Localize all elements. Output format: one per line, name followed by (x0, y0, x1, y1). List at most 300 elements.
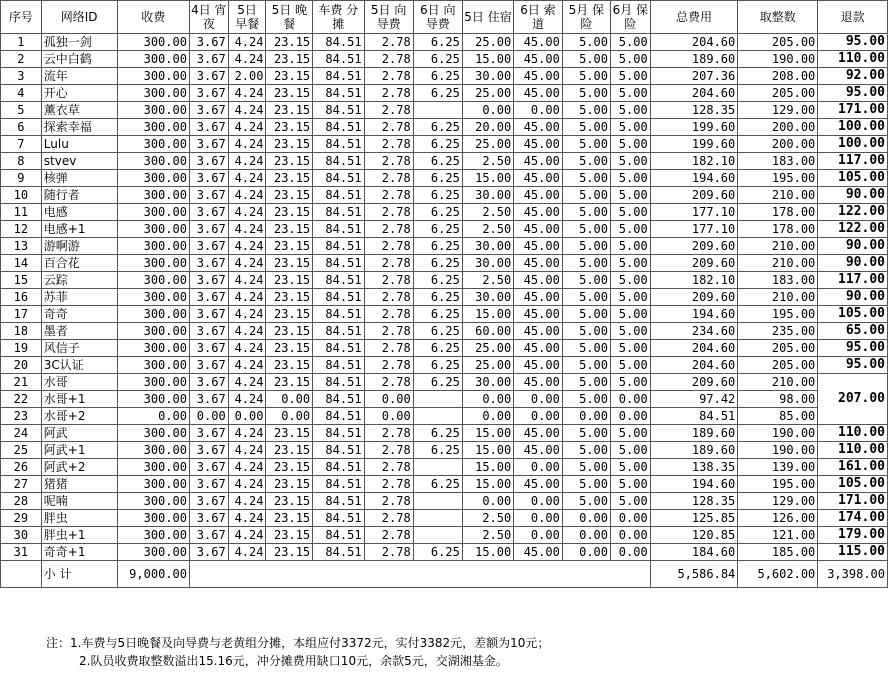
table-cell: 4.24 (228, 272, 266, 289)
table-cell: 300.00 (117, 544, 189, 561)
table-cell: 85.00 (738, 408, 818, 425)
table-row (1, 357, 888, 374)
table-cell: 174.00 (818, 510, 888, 527)
table-cell: 23.15 (266, 510, 313, 527)
table-cell: 4.24 (228, 187, 266, 204)
table-cell: 4.24 (228, 102, 266, 119)
table-cell: 2.78 (364, 119, 413, 136)
table-cell: 84.51 (313, 442, 364, 459)
table-cell: 水哥+1 (41, 391, 117, 408)
table-cell: 6.25 (413, 170, 462, 187)
table-cell: 117.00 (818, 153, 888, 170)
table-cell: 6.25 (413, 442, 462, 459)
table-cell: 0.00 (462, 391, 513, 408)
table-cell: 189.60 (650, 425, 738, 442)
table-cell: 300.00 (117, 187, 189, 204)
table-cell: 薰衣草 (41, 102, 117, 119)
table-cell: 24 (1, 425, 42, 442)
table-cell: 4.24 (228, 306, 266, 323)
table-cell: 300.00 (117, 221, 189, 238)
table-cell: 6.25 (413, 544, 462, 561)
table-cell: 205.00 (738, 357, 818, 374)
table-cell: 开心 (41, 85, 117, 102)
table-cell: 121.00 (738, 527, 818, 544)
table-cell: 6.25 (413, 272, 462, 289)
table-cell: 6.25 (413, 238, 462, 255)
table-cell: 300.00 (117, 476, 189, 493)
table-cell: 5.00 (611, 459, 651, 476)
table-row (1, 170, 888, 187)
table-cell: 23.15 (266, 221, 313, 238)
table-cell: 5.00 (562, 289, 610, 306)
table-cell: 5.00 (611, 119, 651, 136)
table-cell: 6.25 (413, 221, 462, 238)
table-cell: 23.15 (266, 187, 313, 204)
table-cell (413, 493, 462, 510)
table-cell: 15.00 (462, 425, 513, 442)
table-cell: 4.24 (228, 527, 266, 544)
table-cell: 95.00 (818, 340, 888, 357)
table-cell: 15.00 (462, 476, 513, 493)
table-cell: 0.00 (562, 408, 610, 425)
table-cell: 2.78 (364, 136, 413, 153)
table-cell: 6.25 (413, 51, 462, 68)
table-cell: 6 (1, 119, 42, 136)
table-cell: 3.67 (189, 476, 228, 493)
table-cell: 6.25 (413, 204, 462, 221)
table-cell: 45.00 (514, 238, 563, 255)
table-cell: 6.25 (413, 153, 462, 170)
table-cell: 84.51 (313, 272, 364, 289)
table-cell: 6.25 (413, 425, 462, 442)
empty-cell (1, 561, 42, 588)
table-cell: 128.35 (650, 102, 738, 119)
table-cell: 19 (1, 340, 42, 357)
table-row (1, 119, 888, 136)
table-cell: 3C认证 (41, 357, 117, 374)
table-cell: 185.00 (738, 544, 818, 561)
table-cell: 45.00 (514, 374, 563, 391)
column-header: 4日 宵夜 (189, 1, 228, 34)
table-cell: 3.67 (189, 153, 228, 170)
table-cell: 15 (1, 272, 42, 289)
table-row (1, 204, 888, 221)
table-cell: 猪猪 (41, 476, 117, 493)
table-cell: 189.60 (650, 51, 738, 68)
header-row (1, 1, 888, 34)
table-row (1, 51, 888, 68)
column-header: 5日 晚餐 (266, 1, 313, 34)
table-cell: 2.78 (364, 85, 413, 102)
table-row (1, 68, 888, 85)
table-cell: 0.00 (228, 408, 266, 425)
table-cell: 2.78 (364, 153, 413, 170)
table-cell: 300.00 (117, 323, 189, 340)
table-cell: 23.15 (266, 255, 313, 272)
table-cell: 4.24 (228, 204, 266, 221)
table-cell: 207.36 (650, 68, 738, 85)
table-cell: 4.24 (228, 323, 266, 340)
table-row (1, 102, 888, 119)
table-cell: 100.00 (818, 136, 888, 153)
table-cell: 300.00 (117, 357, 189, 374)
table-cell: 95.00 (818, 34, 888, 51)
table-cell: 6.25 (413, 136, 462, 153)
table-row (1, 408, 888, 425)
refund-merged-cell: 207.00 (818, 374, 888, 425)
table-cell: 3.67 (189, 238, 228, 255)
table-cell: 300.00 (117, 340, 189, 357)
table-cell: 6.25 (413, 340, 462, 357)
table-cell: 5.00 (562, 425, 610, 442)
column-header: 6月 保险 (611, 1, 651, 34)
table-cell: 84.51 (313, 306, 364, 323)
table-cell: 23.15 (266, 544, 313, 561)
table-cell: 5.00 (611, 340, 651, 357)
table-cell: 182.10 (650, 272, 738, 289)
table-cell: 3.67 (189, 221, 228, 238)
table-cell: 97.42 (650, 391, 738, 408)
table-cell (413, 527, 462, 544)
table-cell: 墨者 (41, 323, 117, 340)
table-cell: 2.78 (364, 459, 413, 476)
table-cell: 2.78 (364, 493, 413, 510)
table-cell: 190.00 (738, 425, 818, 442)
table-cell: 23.15 (266, 170, 313, 187)
table-cell: 2.78 (364, 544, 413, 561)
table-row (1, 544, 888, 561)
table-cell: 23.15 (266, 34, 313, 51)
table-cell: 45.00 (514, 153, 563, 170)
table-cell: 4.24 (228, 357, 266, 374)
table-cell: 95.00 (818, 85, 888, 102)
table-cell: 5.00 (562, 34, 610, 51)
table-cell: 5.00 (562, 459, 610, 476)
table-cell: 300.00 (117, 493, 189, 510)
table-cell: 23.15 (266, 306, 313, 323)
table-cell: 5.00 (611, 272, 651, 289)
table-cell: 31 (1, 544, 42, 561)
table-cell: 194.60 (650, 170, 738, 187)
total-cell: 9,000.00 (117, 561, 189, 588)
table-cell: 0.00 (514, 493, 563, 510)
table-cell: 90.00 (818, 238, 888, 255)
table-row (1, 374, 888, 391)
table-cell: 核弹 (41, 170, 117, 187)
table-cell: 30 (1, 527, 42, 544)
table-cell: 194.60 (650, 306, 738, 323)
table-cell: stvev (41, 153, 117, 170)
table-cell: 28 (1, 493, 42, 510)
table-cell: 5.00 (611, 289, 651, 306)
table-row (1, 306, 888, 323)
table-cell: 3.67 (189, 255, 228, 272)
table-cell: 5.00 (562, 204, 610, 221)
table-cell: 95.00 (818, 357, 888, 374)
table-cell: 90.00 (818, 187, 888, 204)
table-cell: 0.00 (189, 408, 228, 425)
table-cell: 25.00 (462, 34, 513, 51)
table-cell: 84.51 (313, 340, 364, 357)
table-cell: 300.00 (117, 204, 189, 221)
table-cell: 胖虫+1 (41, 527, 117, 544)
table-cell: 5.00 (611, 34, 651, 51)
table-cell: 3.67 (189, 323, 228, 340)
table-cell: 6.25 (413, 357, 462, 374)
column-header: 5日 住宿 (462, 1, 513, 34)
table-cell: 8 (1, 153, 42, 170)
table-cell: 2.78 (364, 51, 413, 68)
table-cell: 5.00 (562, 68, 610, 85)
table-cell: 随行者 (41, 187, 117, 204)
table-cell: 204.60 (650, 34, 738, 51)
table-cell (413, 391, 462, 408)
table-cell: 210.00 (738, 187, 818, 204)
table-cell: 0.00 (266, 391, 313, 408)
table-row (1, 476, 888, 493)
table-cell: 7 (1, 136, 42, 153)
table-cell: 5.00 (562, 374, 610, 391)
table-cell: 300.00 (117, 85, 189, 102)
table-cell: 129.00 (738, 493, 818, 510)
table-cell: 23.15 (266, 238, 313, 255)
table-cell: 235.00 (738, 323, 818, 340)
table-cell: 209.60 (650, 374, 738, 391)
table-row (1, 289, 888, 306)
table-cell: 45.00 (514, 51, 563, 68)
table-cell: 4.24 (228, 221, 266, 238)
table-cell: 0.00 (562, 544, 610, 561)
table-cell: 190.00 (738, 51, 818, 68)
table-cell: 23.15 (266, 357, 313, 374)
table-cell: 15.00 (462, 544, 513, 561)
table-cell: 209.60 (650, 255, 738, 272)
table-cell: 5.00 (611, 425, 651, 442)
table-cell: 5.00 (562, 221, 610, 238)
table-cell: 4.24 (228, 51, 266, 68)
table-cell: 苏菲 (41, 289, 117, 306)
table-cell: 5.00 (562, 119, 610, 136)
table-cell: 205.00 (738, 34, 818, 51)
table-cell: 179.00 (818, 527, 888, 544)
table-cell: 5.00 (611, 187, 651, 204)
table-cell: 234.60 (650, 323, 738, 340)
table-cell (413, 102, 462, 119)
table-cell: 84.51 (313, 289, 364, 306)
table-row (1, 527, 888, 544)
table-cell: 13 (1, 238, 42, 255)
table-row (1, 391, 888, 408)
table-cell: 23.15 (266, 68, 313, 85)
table-cell: 4.24 (228, 442, 266, 459)
table-row (1, 255, 888, 272)
table-cell: 4.24 (228, 136, 266, 153)
table-row (1, 459, 888, 476)
table-cell: 300.00 (117, 170, 189, 187)
table-cell: 210.00 (738, 238, 818, 255)
table-cell: 3.67 (189, 119, 228, 136)
table-cell: 84.51 (650, 408, 738, 425)
total-cell: 5,602.00 (738, 561, 818, 588)
table-cell: 2 (1, 51, 42, 68)
table-cell: 23.15 (266, 459, 313, 476)
table-cell: 3.67 (189, 340, 228, 357)
table-cell: 1 (1, 34, 42, 51)
table-cell: 5.00 (562, 102, 610, 119)
table-cell: 电感 (41, 204, 117, 221)
table-cell: 2.50 (462, 204, 513, 221)
table-cell: 300.00 (117, 136, 189, 153)
table-cell: 210.00 (738, 255, 818, 272)
table-cell: 4.24 (228, 153, 266, 170)
table-cell: 209.60 (650, 289, 738, 306)
table-cell: 5.00 (611, 102, 651, 119)
table-row (1, 238, 888, 255)
table-cell: 105.00 (818, 170, 888, 187)
table-cell: 4.24 (228, 340, 266, 357)
table-row (1, 493, 888, 510)
table-cell: 23.15 (266, 527, 313, 544)
table-cell: 5 (1, 102, 42, 119)
table-cell: 5.00 (562, 357, 610, 374)
table-cell: 122.00 (818, 221, 888, 238)
table-cell: 5.00 (611, 306, 651, 323)
table-cell: 3.67 (189, 51, 228, 68)
table-cell: 84.51 (313, 323, 364, 340)
table-cell: 25.00 (462, 136, 513, 153)
table-cell: 5.00 (562, 340, 610, 357)
table-cell: 300.00 (117, 102, 189, 119)
table-cell: 探索幸福 (41, 119, 117, 136)
table-cell: 45.00 (514, 136, 563, 153)
table-cell: 138.35 (650, 459, 738, 476)
table-cell: 0.00 (514, 459, 563, 476)
table-cell: 23.15 (266, 204, 313, 221)
table-cell: 水哥 (41, 374, 117, 391)
table-cell: 23.15 (266, 136, 313, 153)
table-cell: 204.60 (650, 85, 738, 102)
table-cell: 84.51 (313, 408, 364, 425)
table-cell: 115.00 (818, 544, 888, 561)
table-cell: 84.51 (313, 374, 364, 391)
table-cell: 208.00 (738, 68, 818, 85)
table-cell: 胖虫 (41, 510, 117, 527)
table-cell: 0.00 (364, 408, 413, 425)
table-cell: 0.00 (611, 544, 651, 561)
table-cell: 5.00 (611, 323, 651, 340)
table-cell: 25.00 (462, 340, 513, 357)
table-cell: 300.00 (117, 238, 189, 255)
table-cell: 2.78 (364, 255, 413, 272)
table-cell: 23.15 (266, 493, 313, 510)
table-cell: 4.24 (228, 510, 266, 527)
table-cell: 3.67 (189, 374, 228, 391)
table-cell: 6.25 (413, 255, 462, 272)
table-cell: 6.25 (413, 85, 462, 102)
table-cell: 90.00 (818, 289, 888, 306)
table-cell: 3.67 (189, 289, 228, 306)
table-cell: 105.00 (818, 476, 888, 493)
table-cell: 110.00 (818, 51, 888, 68)
table-cell: 5.00 (562, 255, 610, 272)
table-cell: 0.00 (611, 391, 651, 408)
table-cell: 4.24 (228, 425, 266, 442)
column-header: 取整数 (738, 1, 818, 34)
column-header: 序号 (1, 1, 42, 34)
table-cell: 45.00 (514, 357, 563, 374)
table-cell: 5.00 (611, 136, 651, 153)
table-cell: 30.00 (462, 255, 513, 272)
table-cell: 15.00 (462, 51, 513, 68)
table-cell: 流年 (41, 68, 117, 85)
table-cell: 4.24 (228, 85, 266, 102)
table-cell: 2.78 (364, 510, 413, 527)
table-cell: 0.00 (562, 527, 610, 544)
table-cell: 5.00 (562, 51, 610, 68)
table-cell: 21 (1, 374, 42, 391)
table-cell: 5.00 (562, 153, 610, 170)
table-cell: 2.78 (364, 187, 413, 204)
table-cell: 84.51 (313, 119, 364, 136)
table-cell: 183.00 (738, 153, 818, 170)
table-cell: 20.00 (462, 119, 513, 136)
table-cell: 2.50 (462, 272, 513, 289)
table-cell: 3.67 (189, 391, 228, 408)
table-cell: 0.00 (364, 391, 413, 408)
table-cell: 84.51 (313, 136, 364, 153)
table-cell: 200.00 (738, 119, 818, 136)
table-cell: 30.00 (462, 374, 513, 391)
table-cell: 4 (1, 85, 42, 102)
table-cell: 30.00 (462, 238, 513, 255)
table-cell: 195.00 (738, 476, 818, 493)
table-cell: 3.67 (189, 442, 228, 459)
table-cell: 2.78 (364, 170, 413, 187)
table-cell: 电感+1 (41, 221, 117, 238)
table-cell: 84.51 (313, 102, 364, 119)
table-cell: 0.00 (117, 408, 189, 425)
table-cell: 3.67 (189, 527, 228, 544)
table-cell: 6.25 (413, 323, 462, 340)
table-cell: 45.00 (514, 187, 563, 204)
table-cell: 199.60 (650, 136, 738, 153)
table-cell: 84.51 (313, 527, 364, 544)
table-cell: 20 (1, 357, 42, 374)
table-cell: 0.00 (462, 408, 513, 425)
table-cell: 84.51 (313, 204, 364, 221)
table-cell: 45.00 (514, 340, 563, 357)
table-cell: 65.00 (818, 323, 888, 340)
table-cell: 4.24 (228, 544, 266, 561)
table-cell: 2.78 (364, 306, 413, 323)
table-cell: 3.67 (189, 136, 228, 153)
table-cell: 5.00 (611, 442, 651, 459)
table-cell: 300.00 (117, 272, 189, 289)
table-cell: 125.85 (650, 510, 738, 527)
table-cell: 98.00 (738, 391, 818, 408)
table-cell: 5.00 (562, 442, 610, 459)
table-cell: 204.60 (650, 357, 738, 374)
table-cell: 45.00 (514, 170, 563, 187)
table-cell: 45.00 (514, 442, 563, 459)
table-cell: 3.67 (189, 102, 228, 119)
table-cell: 209.60 (650, 187, 738, 204)
table-cell: 孤独一剑 (41, 34, 117, 51)
table-cell: 15.00 (462, 459, 513, 476)
table-cell: 4.24 (228, 170, 266, 187)
table-cell: 84.51 (313, 493, 364, 510)
table-cell: 3.67 (189, 357, 228, 374)
